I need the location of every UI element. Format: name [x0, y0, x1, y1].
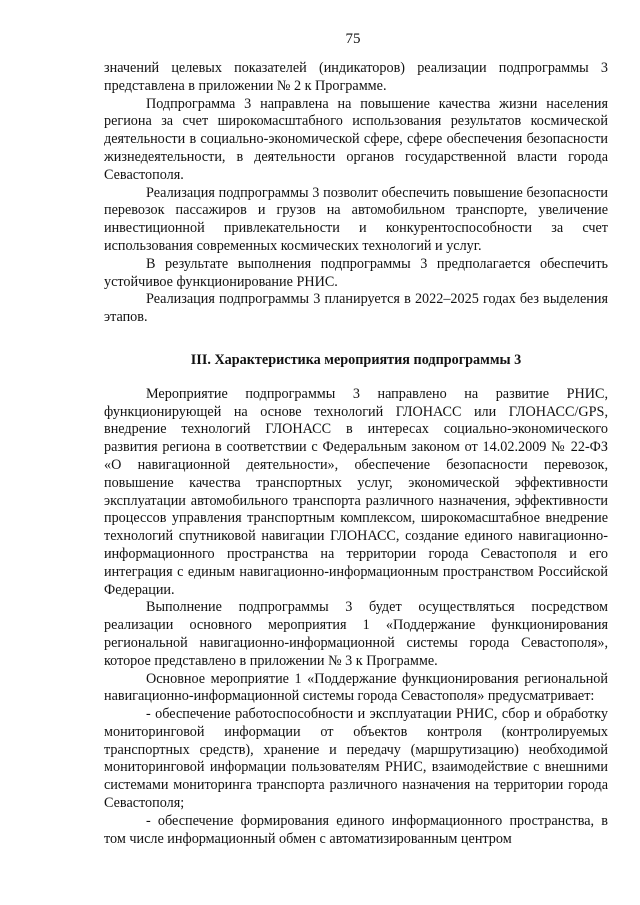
list-item-rnis-operation: - обеспечение работоспособности и эксплуатации РНИС, сбор и обработку мониторинговой информации от объектов контроля (контролируемых транспортных средств), хранение и передачу (маршрутизацию) необходимой мониторинговой информации пользователям РНИС, взаимодействие с внешними системами мониторинга транспорта различного назначения на территории города Севастополя;: [104, 706, 608, 812]
paragraph-subprogram-effects: Реализация подпрограммы 3 позволит обеспечить повышение безопасности перевозок пассажиров и грузов на автомобильном транспорте, увеличение инвестиционной привлекательности и конкурентоспособности за счет использования современных космических технологий и услуг.: [104, 184, 608, 254]
paragraph-measure-description: Мероприятие подпрограммы 3 направлено на развитие РНИС, функционирующей на основе технологий ГЛОНАСС или ГЛОНАСС/GPS, внедрение технологий ГЛОНАСС в интересах социально-экономического развития региона в соответствии с Федеральным законом от 14.02.2009 № 22-ФЗ «О навигационной деятельности», обеспечение безопасности перевозок, повышение качества транспортных услуг, экономической эффективности эксплуатации автомобильного транспорта различного назначения, эффективности процессов управления транспортным комплексом, широкомасштабное внедрение технологий спутниковой навигации ГЛОНАСС, создание единого навигационно-информационного пространства на территории города Севастополя и его интеграция с единым навигационно-информационным пространством Российской Федерации.: [104, 385, 608, 598]
page-number: 75: [345, 31, 361, 47]
paragraph-subprogram-period: Реализация подпрограммы 3 планируется в 2022–2025 годах без выделения этапов.: [104, 291, 608, 326]
paragraph-main-measure: Основное мероприятие 1 «Поддержание функционирования региональной навигационно-информационной системы города Севастополя» предусматривает:: [104, 670, 608, 705]
paragraph-measure-implementation: Выполнение подпрограммы 3 будет осуществляться посредством реализации основного мероприятия 1 «Поддержание функционирования региональной навигационно-информационной системы города Севастополя», которое представлено в приложении № 3 к Программе.: [104, 599, 608, 669]
list-item-info-space: - обеспечение формирования единого информационного пространства, в том числе информационный обмен с автоматизированным центром: [104, 812, 608, 847]
paragraph-continuation: значений целевых показателей (индикаторов) реализации подпрограммы 3 представлена в приложении № 2 к Программе.: [104, 60, 608, 94]
paragraph-subprogram-goal: Подпрограмма 3 направлена на повышение качества жизни населения региона за счет широкомасштабного использования результатов космической деятельности в социально-экономической сфере, сфере обеспечения безопасности жизнедеятельности, в деятельности органов государственной власти города Севастополя.: [104, 95, 608, 183]
paragraph-subprogram-result: В результате выполнения подпрограммы 3 предполагается обеспечить устойчивое функционирование РНИС.: [104, 255, 608, 290]
section-heading: III. Характеристика мероприятия подпрограммы 3: [190, 351, 522, 368]
